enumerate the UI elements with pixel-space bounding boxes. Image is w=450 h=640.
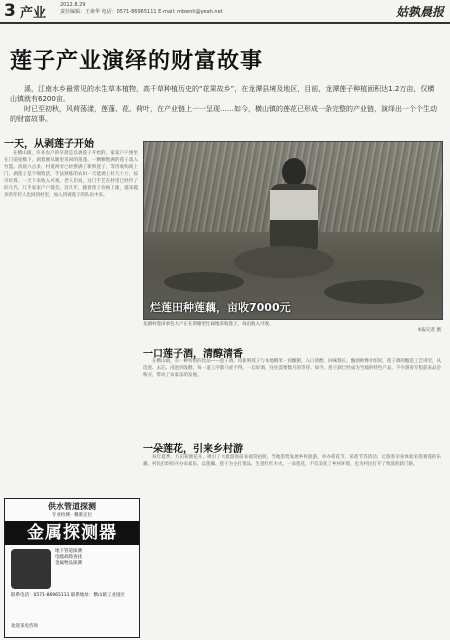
article-column-2 bbox=[143, 358, 441, 436]
photo-author: 本报记者 摄 bbox=[417, 328, 441, 333]
ad-title: 供水管道探测 bbox=[48, 502, 96, 511]
newspaper-name: 姑孰晨报 bbox=[395, 5, 444, 19]
ad-contact: 联系电话：0571-86965111 联系地址：横山镇工业园区 bbox=[11, 593, 125, 598]
article-column-3 bbox=[143, 454, 441, 636]
ad-features: 地下管道探测 电缆故障查找 金属物品探测 bbox=[55, 549, 82, 566]
header-meta bbox=[60, 2, 290, 16]
photo-credit-text: 龙湖村莲田承包大户正在荷塘里忙碌地采收莲子，每亩收入可观。 bbox=[143, 322, 274, 327]
ad-footer: 欢迎来电咨询 bbox=[11, 624, 38, 629]
lead-paragraph-2: 时已至初秋，风荷荡漾，莲蓬、花、荷叶，在产业链上一一呈现……如今，横山镇的莲花已形成一条完整的产业链，演绎出一个个生动的财富故事。 bbox=[10, 105, 437, 123]
section3-title: 一朵莲花，引来乡村游 bbox=[143, 444, 243, 455]
photo-credit bbox=[143, 322, 441, 333]
column3-text: 每年夏季，万亩荷塘花开，吸引了大批游客前来观赏拍照。当地借势发展乡村旅游，举办荷花节、采莲节等活动，让游客亲身体验采莲剥莲的乐趣。村民们纷纷开办农家乐，以莲藕、莲子为主打菜品，生意红红火火。一朵莲花，不仅美化了乡村环境，也为村民打开了致富的新门路。 bbox=[143, 455, 441, 467]
article-lead bbox=[10, 84, 438, 124]
article-headline: 莲子产业演绎的财富故事 bbox=[10, 49, 264, 74]
column2-text: 在横山镇，有一种特别的饮品——莲子酒。用新鲜莲子与本地糯米一同酿制，入口清醇，回味悠长。酿酒师傅介绍说，莲子酒的酿造工艺讲究，从选莲、去芯、浸泡到发酵，每一道工序都马虎不得。一坛好酒，往往需要数月的等待。如今，莲子酒已经成为当地的特色产品，不少游客专程前来品尝购买，带动了农家乐的发展。 bbox=[143, 359, 441, 378]
column1-text: 在横山镇，许多农户的早晨是以剥莲子开始的。家家户户围坐在门前屋檐下，剥着刚从塘里采回的莲蓬，一颗颗饱满的莲子落入竹篮。清晨六点多，村道两旁已经摆满了新鲜莲子，等待收购商上门。剥莲子是个细致活，手法熟练的农妇一天能剥上好几十斤，按市价算，一天下来收入可观。老人们说，这门手艺在村里已经传了好几代，几乎家家户户都会。近几年，随着莲子价格上涨，越来越多的年轻人也回到村里，加入到剥莲子的队伍中来。 bbox=[4, 151, 138, 198]
page-header bbox=[0, 0, 450, 24]
lotus-farmer-photo bbox=[143, 141, 443, 320]
ad-headline: 金属探测器 bbox=[5, 521, 139, 545]
page-number: 3 bbox=[4, 1, 16, 21]
farmer-illustration bbox=[144, 142, 442, 319]
issue-date: 2012.8.29 bbox=[60, 2, 86, 8]
metal-detector-image bbox=[11, 549, 51, 589]
advertisement bbox=[4, 498, 140, 638]
lead-paragraph-1: 溪，江南水乡最常见的水生草本植物，高千草种植历史的“花果故乡”，在龙潭县境及地区，目前，龙潭莲子种植面积达1.2万亩，仅横山镇就有6200亩。 bbox=[10, 85, 435, 103]
section-name: 产业 bbox=[20, 6, 47, 21]
article-column-1 bbox=[4, 150, 138, 494]
section2-title: 一口莲子酒，清醇清香 bbox=[143, 349, 243, 360]
editor-contact: 责任编辑：王素华 电话：0571-86965111 E-mail: mbwnh@yeah.net bbox=[60, 9, 223, 15]
section1-title: 一天，从剥莲子开始 bbox=[4, 139, 94, 150]
photo-caption: 烂莲田种莲藕，亩收7000元 bbox=[150, 301, 291, 314]
ad-subtitle: 专业检测 · 精准定位 bbox=[51, 513, 93, 518]
